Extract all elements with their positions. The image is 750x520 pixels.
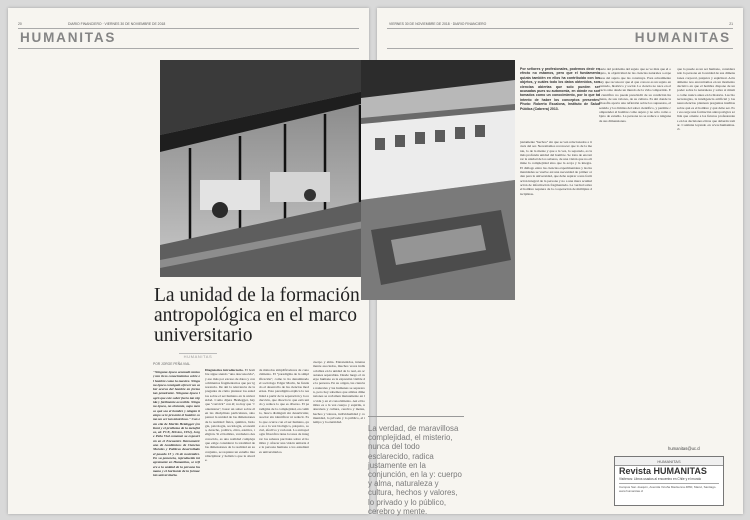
ad-subtitle: Visítenos: Libros usados al encuentro en Chile y el mundo	[619, 477, 702, 481]
revista-ad	[614, 456, 724, 506]
section-title: HUMANITAS	[634, 30, 731, 45]
ad-header: HUMANITAS	[615, 457, 723, 466]
section-title: HUMANITAS	[20, 30, 117, 45]
column-2-body: El hombre sigue siendo "una desconocida", y eso más por exceso de datos y conocimientos fragmentarios que por ignorancia. De ahí la relevancia de la pregunta de cómo plantear los estudios sobre el ser humano en la universidad. Como dijera Heidegger, hay que "convivir" con él; no hay que "contentarse", basar un saber sobre él en las disciplinas particulares, sino pensar la unidad de las dimensiones de la realidad: física, química, biología, psicología, sociología, economía, derecho, política, ética, estética, religión. Si el hombre, verdadero desconocido, es una realidad compleja que exige considerar la totalidad de las dimensiones de la realidad en su conjunto, se requiere un estudio interdisciplinar y holístico que la aborde.	[205, 368, 255, 463]
humanitas-logo: HUMANITAS	[178, 353, 218, 360]
photo-caption: Por señores y profesionales, podemos decir en efecto no estamos, pero que el fundamento quizás también en ellos ha contribuido con los objetos, y cuáles todo los datos obtenidos, son ciencias abiertas que solo pueden ser acusadas pues su autonomía, en dónde no son tomados como un conocimiento, por lo que tal intento de haber los conceptos presentes. Photo: Roberto Escalona, Instituto de Salud Pública (Cabrera) 2013.	[520, 67, 600, 111]
section-rule	[18, 48, 359, 49]
column-2	[205, 368, 255, 510]
pull-quote-rule	[368, 416, 464, 417]
byline: POR JORGE PEÑA VIAL	[153, 362, 191, 366]
intro-column: "Ninguna época acumuló tantos y tan ricos conocimientos sobre el hombre como la nuestra. Ninguna época consiguió ofrecer un saber acerca del hombre en forma tan penetrante. Ninguna época logró que este saber fuera tan rápida y fácilmente accesible. Ninguna época, no obstante, supo menos qué sea el hombre y ningún tiempo se le presentó el hombre como un ser tan misterioso." Con esta cita de Martin Heidegger (en Kant y el problema de la metafísica, ed. FCE, México, 1954), Jorge Peña Vial comenzó su exposición en el Encuentro Iberoamericano de Académicos de Ciencias Morales y Políticas desarrollado el pasado 15 y 16 de noviembre. En su ponencia, reproducida íntegramente en Humanitas, se refiere a la unidad de la persona humana y el horizonte de la formación universitaria.	[153, 370, 200, 478]
page-number: 20	[18, 22, 22, 26]
pull-quote: La verdad, de maravillosa complejidad, el misterio, nunca del todo esclarecido, radica justamente en la conjunción, en la y: cuerpo y alma, naturaleza y cultura, hechos y valores, lo privado y lo público, cerebro y mente.	[368, 424, 462, 516]
top-rule	[387, 28, 733, 29]
top-rule	[18, 28, 359, 29]
campus-photo-right	[361, 60, 515, 300]
column-2-heading: Diagnóstico introductorio.	[205, 368, 244, 372]
article-title: La unidad de la formación antropológica en el marco universitario	[154, 285, 360, 346]
ad-contact: Campus San Joaquín, Avenida Vicuña Mackenna 4860, Macul, Santiago. www.humanitas.cl	[619, 483, 719, 493]
ad-title: Revista HUMANITAS	[619, 466, 707, 476]
column-3: que lo puede es un ser humano, considerando la persona en la unidad de sus dimensiones corporal, psíquica y espiritual. Actualmente nos encontramos en un momento decisivo en que el hombre dispone de un poder sobre la naturaleza y sobre sí mismo como nunca antes en la historia. Las biotecnologías, la inteligencia artificial y las neurociencias plantean preguntas inéditas sobre qué es el hombre y qué debe ser. Por eso urge una formación antropológica sólida que oriente a los futuros profesionales en las decisiones éticas que deberán tomar. Continúa leyendo en www.humanitas.cl.	[677, 67, 735, 132]
section-rule	[387, 48, 733, 49]
folio-line: DIARIO FINANCIERO · VIERNES 30 DE NOVIEMBRE DE 2018	[68, 22, 166, 26]
column-2: parte del problema del sujeto que se ve más que el objeto, la objetividad de las ciencias naturales a expensas del sujeto que las construye. Para actualmente hay que reconocer que el que conoce es un sujeto encarnado, histórico y social. La ciencia no nace en el vacío sino desde un mundo de la vida compartido. El científico no puede prescindir de su condición humana, de sus valores, de su cultura. Es ahí donde la filosofía aporta una reflexión sobre los supuestos, el sentido y los límites del saber científico, y permite comprender al hombre como sujeto y no sólo como objeto de estudio. La persona no se reduce a ninguna de sus dimensiones.	[599, 67, 671, 123]
campus-photo-left	[160, 60, 369, 277]
column-4: cuerpo y alma. Entretenidos, intensamente asociados, muchos veces indisociables en la unidad de lo real, en ocasiones separables. Desde luego el cuerpo humano es la expresión visible de la persona. En su origen, las ciencias naturales y las humanas se separaron, pero hoy sabemos que ambas dimensiones se reclaman mutuamente en la vida y en el conocimiento. Así el hombre es a la vez cuerpo y espíritu, naturaleza y cultura, cerebro y mente, hechos y valores, individualidad y comunidad, lo privado y lo público, el tiempo y la eternidad.	[313, 360, 365, 424]
column-1: justamente "hechos" sin que se ven relacionados a través del ser. Necesitamos reconocer que lo de la mente, lo de la mente y que a la vez, lo separado, es la más profunda unidad del hombre. Se trata de encontrar la unidad de los saberes, de una visión que no elimine la complejidad sino que la acoja y la integre. El diálogo entre las ciencias experimentales y las humanidades se vuelve así una necesidad de primer orden para la universidad, que debe aspirar a una formación integral de la persona y no a una mera acumulación de información fragmentada. La verdad sobre el hombre requiere de la cooperación de múltiples disciplinas.	[520, 140, 592, 196]
page-number: 21	[729, 22, 733, 26]
folio-line: VIERNES 30 DE NOVIEMBRE DE 2018 · DIARIO FINANCIERO	[389, 22, 487, 26]
column-3: de métodos simplificadores de conocimiento. El "paradigma de la simplificación", como lo ha denominado el sociólogo Edgar Morin, ha fundado el desarrollo de las ciencias modernas. Este paradigma explica la realidad a partir de la separación y la reducción, que disocia lo que está unido y reduce lo que es diverso. El paradigma de la complejidad, en cambio, busca distinguir sin desarticular, asociar sin identificar ni reducir. Es lo que ocurre con el ser humano, que es a la vez biológico, psíquico, social, afectivo y racional. La antropología filosófica tiene la tarea de integrar los saberes parciales sobre el hombre y ofrecer una visión unitaria de la persona humana a los estudiantes universitarios.	[259, 368, 309, 454]
left-page	[8, 8, 369, 514]
web-address: humanitas@uc.cl	[668, 446, 701, 451]
